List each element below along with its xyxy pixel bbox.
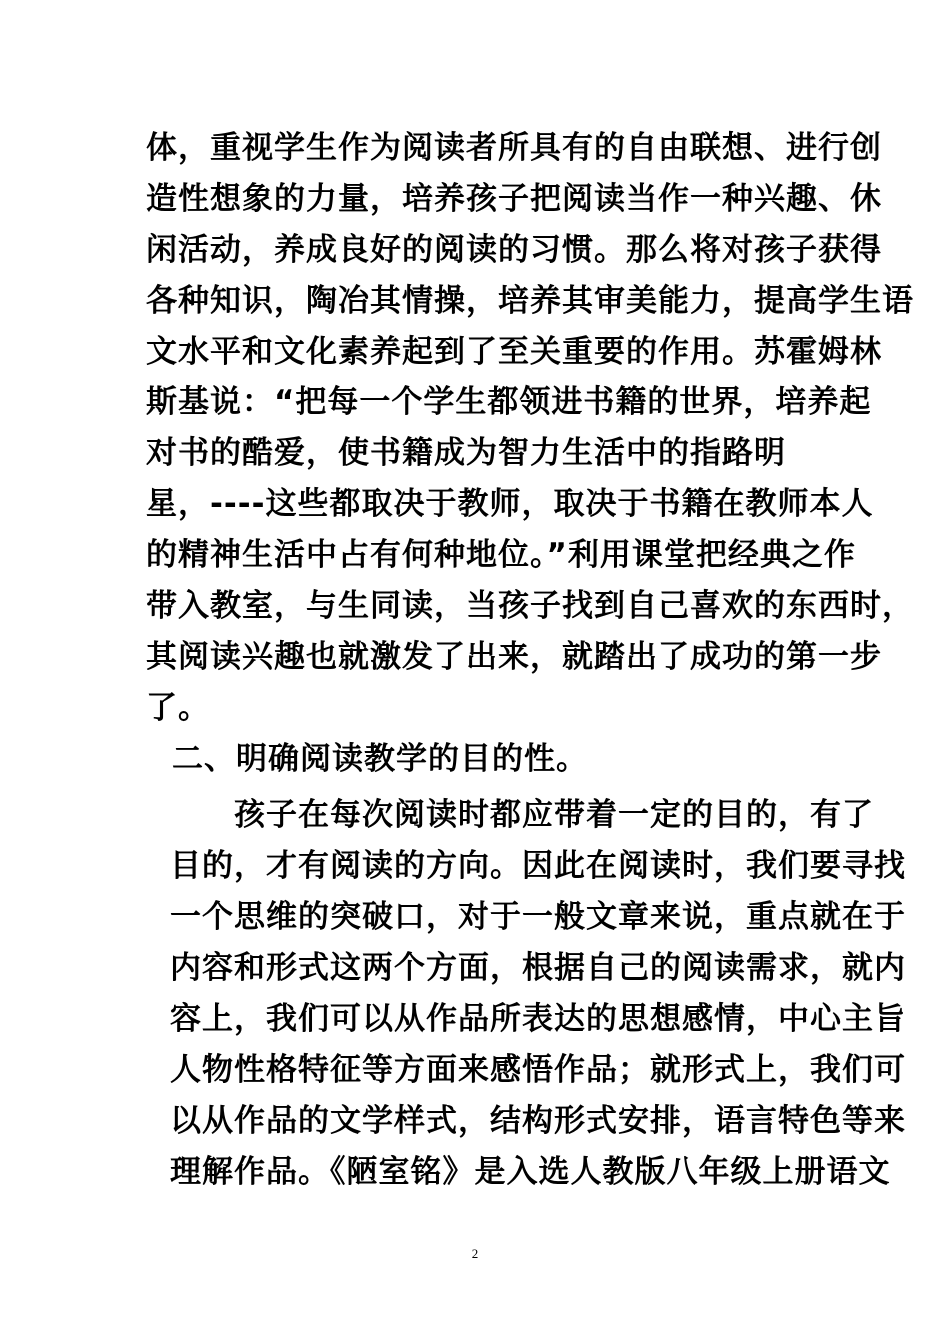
paragraph-1-line-10: 带入教室，与生同读，当孩子找到自己喜欢的东西时， <box>146 588 914 624</box>
paragraph-2-line-3: 一个思维的突破口，对于一般文章来说，重点就在于 <box>170 899 906 935</box>
paragraph-1-line-1: 体，重视学生作为阅读者所具有的自由联想、进行创 <box>146 130 882 166</box>
paragraph-1-line-6: 斯基说：“把每一个学生都领进书籍的世界，培养起 <box>146 384 872 420</box>
paragraph-2-line-2: 目的，才有阅读的方向。因此在阅读时，我们要寻找 <box>170 848 906 884</box>
paragraph-1-line-12: 了。 <box>146 690 210 726</box>
paragraph-1-line-4: 各种知识，陶冶其情操，培养其审美能力，提高学生语 <box>146 283 914 319</box>
paragraph-2-line-1: 孩子在每次阅读时都应带着一定的目的，有了 <box>170 797 874 833</box>
paragraph-1-line-9: 的精神生活中占有何种地位。”利用课堂把经典之作 <box>146 537 856 573</box>
paragraph-1-line-5: 文水平和文化素养起到了至关重要的作用。苏霍姆林 <box>146 334 882 370</box>
paragraph-1-line-2: 造性想象的力量，培养孩子把阅读当作一种兴趣、休 <box>146 181 882 217</box>
paragraph-2-line-5: 容上，我们可以从作品所表达的思想感情，中心主旨 <box>170 1001 906 1037</box>
paragraph-2-line-8: 理解作品。《陋室铭》是入选人教版八年级上册语文 <box>170 1154 891 1190</box>
paragraph-2-line-4: 内容和形式这两个方面，根据自己的阅读需求，就内 <box>170 950 906 986</box>
paragraph-1-line-8: 星，----这些都取决于教师，取决于书籍在教师本人 <box>146 486 874 522</box>
paragraph-1-line-11: 其阅读兴趣也就激发了出来，就踏出了成功的第一步 <box>146 639 882 675</box>
section-heading: 二、明确阅读教学的目的性。 <box>172 741 588 777</box>
paragraph-2-line-6: 人物性格特征等方面来感悟作品；就形式上，我们可 <box>170 1052 906 1088</box>
paragraph-1-line-3: 闲活动，养成良好的阅读的习惯。那么将对孩子获得 <box>146 232 882 268</box>
page-number: 2 <box>471 1246 479 1261</box>
paragraph-1-line-7: 对书的酷爱，使书籍成为智力生活中的指路明 <box>146 435 786 471</box>
paragraph-2-line-7: 以从作品的文学样式，结构形式安排，语言特色等来 <box>170 1103 906 1139</box>
